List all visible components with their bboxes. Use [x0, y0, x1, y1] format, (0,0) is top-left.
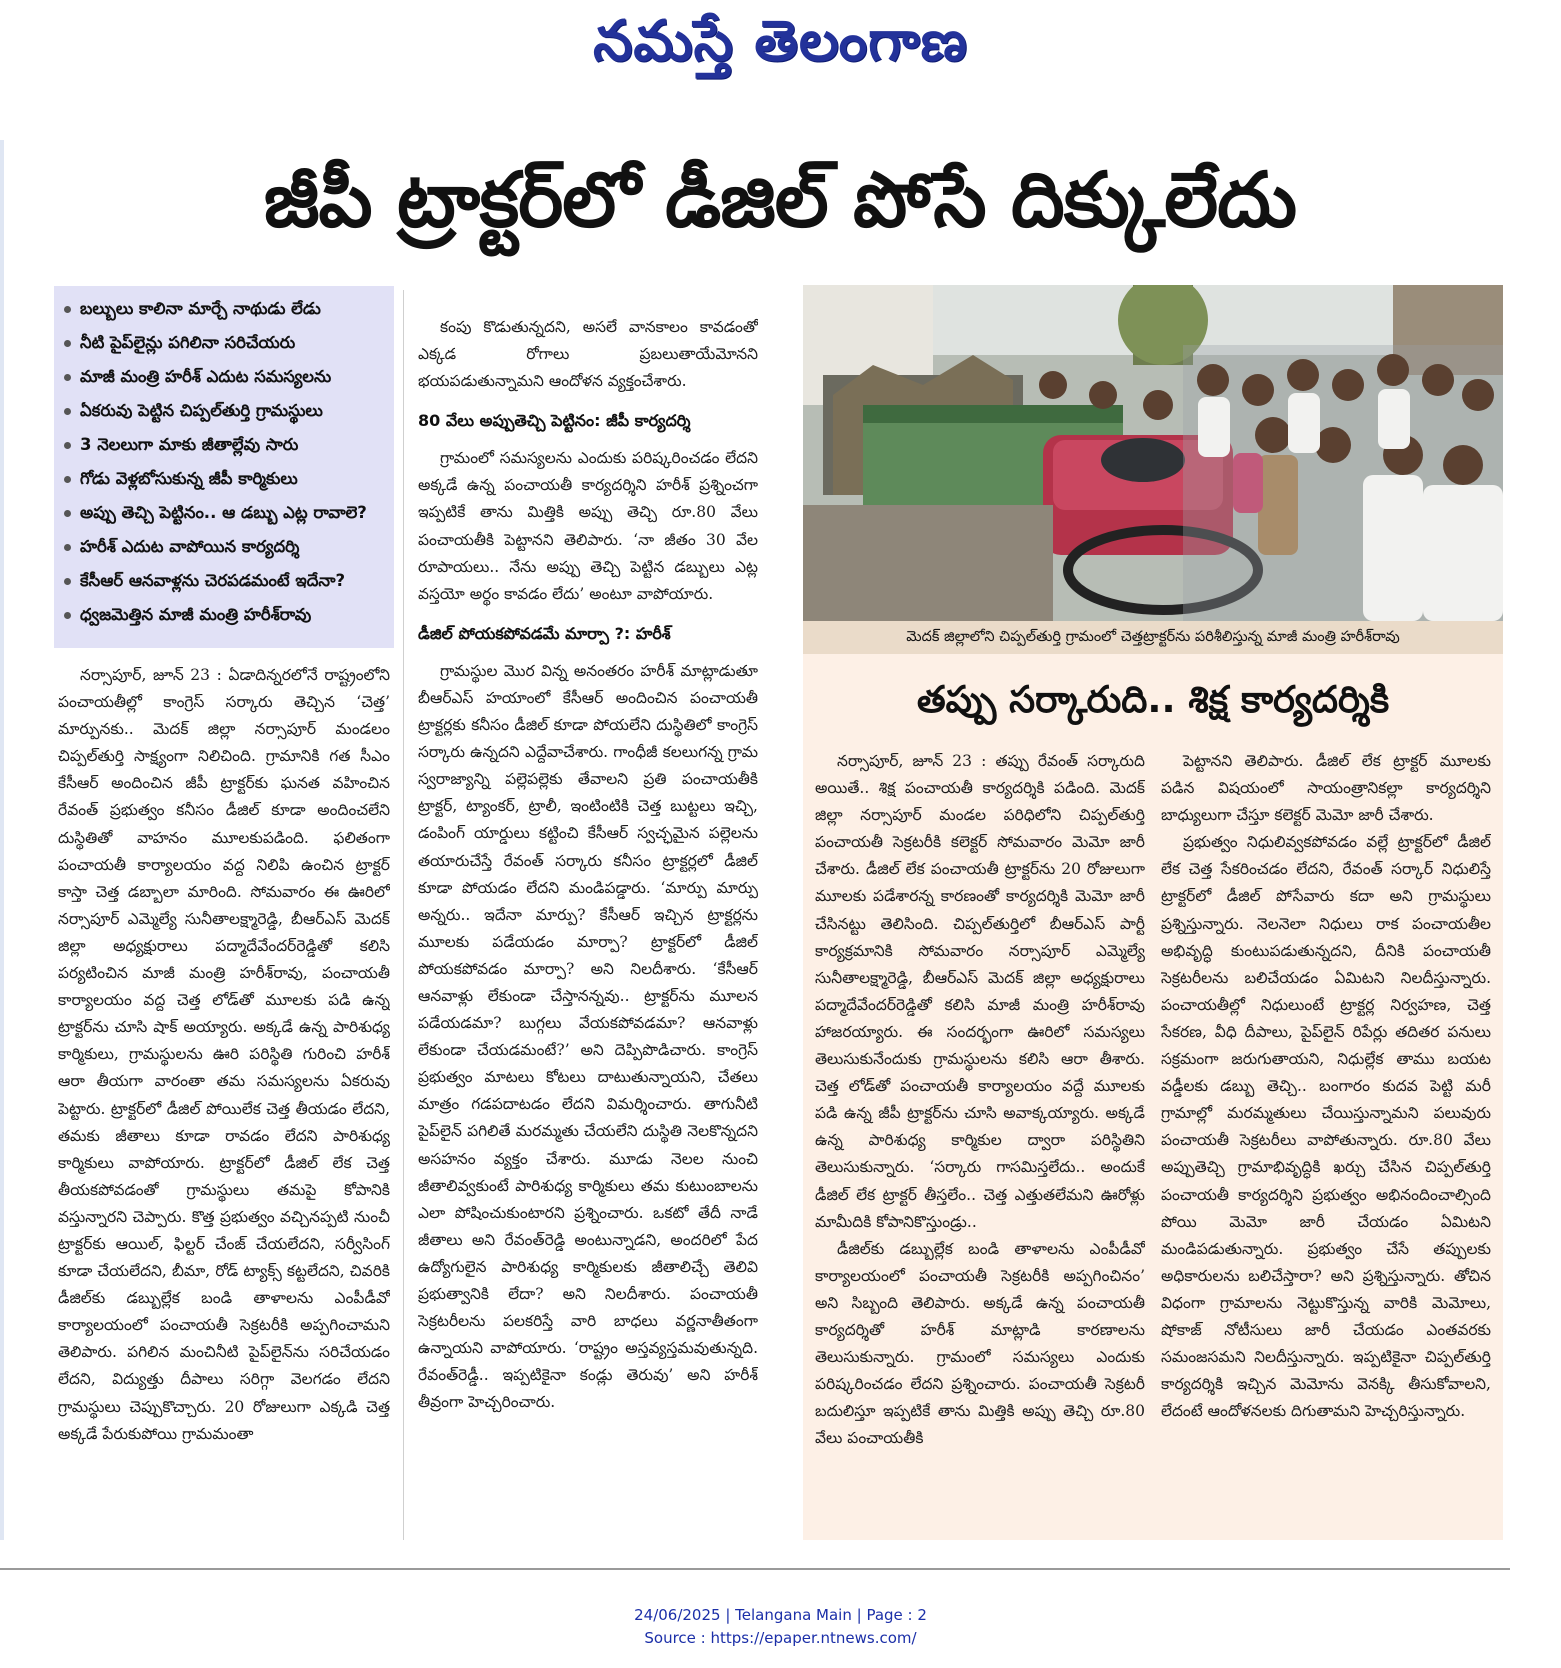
subheading: డీజిల్ పోయకపోవడమే మార్పా ?: హరీశ్	[418, 623, 671, 643]
bottom-rule	[0, 1568, 1510, 1570]
photo-caption: మెదక్ జిల్లాలోని చిప్పల్‌తుర్తి గ్రామంలో చెత్తట్రాక్టర్‌ను పరిశీలిస్తున్న మాజీ మంత్రి హరీశ్‌రావు	[803, 621, 1503, 654]
highlight-item: హరీశ్ ఎదుట వాపోయిన కార్యదర్శి	[62, 530, 388, 564]
article-paragraph: గ్రామంలో సమస్యలను ఎందుకు పరిష్కరించడం లేదని అక్కడే ఉన్న పంచాయతీ కార్యదర్శిని హరీశ్ ప్రశ్నించగా ఇప్పటికే తాను మిత్తికి అప్పు తెచ్చి రూ.80 వేలు పంచాయతీకి పెట్టానని తెలిపారు. ‘నా జీతం 30 వేల రూపాయలు.. నేను అప్పు తెచ్చి పెట్టిన డబ్బులు ఎట్ల వస్తయో అర్థం కావడం లేదు’ అంటూ వాపోయారు.	[418, 449, 758, 603]
page-edge-rule	[0, 140, 4, 1540]
news-photo	[803, 285, 1503, 621]
main-headline: జీపీ ట్రాక్టర్‌లో డీజిల్ పోసే దిక్కులేదు	[263, 155, 1297, 244]
article-paragraph: నర్సాపూర్, జూన్ 23 : తప్పు రేవంత్ సర్కారుది అయితే.. శిక్ష పంచాయతీ కార్యదర్శికి పడింది. మెదక్ జిల్లా నర్సాపూర్ మండల పరిధిలోని చిప్పల్‌తుర్తి పంచాయతీ సెక్రటరీకి కలెక్టర్ సోమవారం మెమో జారీ చేశారు. డీజిల్ లేక పంచాయతీ ట్రాక్టర్‌ను 20 రోజులుగా మూలకు పడేశారన్న కారణంతో కార్యదర్శికి మెమో జారీ చేసినట్టు తెలిసింది. చిప్పల్‌తుర్తిలో బీఆర్‌ఎస్ పార్టీ కార్యక్రమానికి సోమవారం నర్సాపూర్ ఎమ్మెల్యే సునీతాలక్ష్మారెడ్డి, బీఆర్‌ఎస్ మెదక్ జిల్లా అధ్యక్షురాలు పద్మాదేవేందర్‌రెడ్డితో కలిసి మాజీ మంత్రి హరీశ్‌రావు హాజరయ్యారు. ఈ సందర్భంగా ఊరిలో సమస్యలు తెలుసుకునేందుకు గ్రామస్థులను కలిసి ఆరా తీశారు. చెత్త లోడ్‌తో పంచాయతీ కార్యాలయం వద్దే మూలకు పడి ఉన్న జీపీ ట్రాక్టర్‌ను చూసి అవాక్కయ్యారు. అక్కడే ఉన్న పారిశుధ్య కార్మికుల ద్వారా పరిస్థితిని తెలుసుకున్నారు. ‘సర్కారు గాసమిస్తలేదు.. అందుకే డీజిల్ లేక ట్రాక్టర్ తీస్తలేం.. చెత్త ఎత్తుతలేమని ఊరోళ్లు మామీదికి కోపానికొస్తుండ్రు..	[815, 752, 1145, 1231]
sidebar-column-2	[1161, 748, 1491, 1528]
article-paragraph: డీజిల్‌కు డబ్బుల్లేక బండి తాళాలను ఎంపీడీవో కార్యాలయంలో పంచాయతీ సెక్రటరీకి అప్పగించినం’ అని సిబ్బంది తెలిపారు. అక్కడే ఉన్న పంచాయతీ కార్యదర్శితో హరీశ్ మాట్లాడి కారణాలను తెలుసుకున్నారు. గ్రామంలో సమస్యలు ఎందుకు పరిష్కరించడం లేదని ప్రశ్నించారు. పంచాయతీ సెక్రటరీ బదులిస్తూ ఇప్పటికే తాను మిత్తికి అప్పు తెచ్చి రూ.80 వేలు పంచాయతీకి	[815, 1239, 1145, 1448]
sidebar-headline: తప్పు సర్కారుది.. శిక్ష కార్యదర్శికి	[916, 678, 1390, 721]
highlight-item: కేసీఆర్ ఆనవాళ్లను చెరపడమంటే ఇదేనా?	[62, 564, 388, 598]
highlight-item: బల్బులు కాలినా మార్చే నాథుడు లేడు	[62, 292, 388, 326]
highlight-item: గోడు వెళ్లబోసుకున్న జీపీ కార్మికులు	[62, 462, 388, 496]
article-column-2	[418, 314, 758, 1546]
article-paragraph: ప్రభుత్వం నిధులివ్వకపోవడం వల్లే ట్రాక్టర్‌లో డీజిల్ లేక చెత్త సేకరించడం లేదని, రేవంత్ సర్కార్ నిధులిస్తే ట్రాక్టర్‌లో డీజిల్ పోసేవారు కదా అని గ్రామస్థులు ప్రశ్నిస్తున్నారు. నెలనెలా నిధులు రాక పంచాయతీల అభివృద్ధి కుంటుపడుతున్నదని, దీనికి పంచాయతీ సెక్రటరీలను బలిచేయడం ఏమిటని నిలదీస్తున్నారు. పంచాయతీల్లో నిధులుంటే ట్రాక్టర్ల నిర్వహణ, చెత్త సేకరణ, వీధి దీపాలు, పైప్‌లైన్ రిపేర్లు తదితర పనులు సక్రమంగా జరుగుతాయని, నిధుల్లేక తాము బయట వడ్డీలకు డబ్బు తెచ్చి.. బంగారం కుదవ పెట్టి మరీ గ్రామాల్లో మరమ్మతులు చేయిస్తున్నామని పలువురు పంచాయతీ సెక్రటరీలు వాపోతున్నారు. రూ.80 వేలు అప్పుతెచ్చి గ్రామాభివృద్ధికి ఖర్చు చేసిన చిప్పల్‌తుర్తి పంచాయతీ కార్యదర్శిని ప్రభుత్వం అభినందించాల్సింది పోయి మెమో జారీ చేయడం ఏమిటని మండిపడుతున్నారు. ప్రభుత్వం చేసే తప్పులకు అధికారులను బలిచేస్తారా? అని ప్రశ్నిస్తున్నారు. తోచిన విధంగా గ్రామాలను నెట్టుకొస్తున్న వారికి మెమోలు, షోకాజ్ నోటీసులు జారీ చేయడం ఎంతవరకు సమంజసమని నిలదీస్తున్నారు. ఇప్పటికైనా చిప్పల్‌తుర్తి కార్యదర్శికి ఇచ్చిన మెమోను వెనక్కి తీసుకోవాలని, లేదంటే ఆందోళనలకు దిగుతామని హెచ్చరిస్తున్నారు.	[1161, 833, 1491, 1421]
article-column-1	[58, 662, 390, 1542]
sidebar-story	[803, 654, 1503, 1540]
article-paragraph: నర్సాపూర్, జూన్ 23 : ఏడాదిన్నరలోనే రాష్ట్రంలోని పంచాయతీల్లో కాంగ్రెస్ సర్కారు తెచ్చిన ‘చెత్త’ మార్పునకు.. మెదక్ జిల్లా నర్సాపూర్ మండలం చిప్పల్‌తుర్తి సాక్ష్యంగా నిలిచింది. గ్రామానికి గత సీఎం కేసీఆర్ అందించిన జీపీ ట్రాక్టర్‌కు ఘనత వహించిన రేవంత్ ప్రభుత్వం కనీసం డీజిల్ కూడా అందించలేని దుస్థితితో వాహనం మూలకుపడింది. ఫలితంగా పంచాయతీ కార్యాలయం వద్ద నిలిపి ఉంచిన ట్రాక్టర్ కాస్తా చెత్త డబ్బాలా మారింది. సోమవారం ఈ ఊరిలో నర్సాపూర్ ఎమ్మెల్యే సునీతాలక్ష్మారెడ్డి, బీఆర్‌ఎస్ మెదక్ జిల్లా అధ్యక్షురాలు పద్మాదేవేందర్‌రెడ్డితో కలిసి పర్యటించిన మాజీ మంత్రి హరీశ్‌రావు, పంచాయతీ కార్యాలయం వద్ద చెత్త లోడ్‌తో మూలకు పడి ఉన్న ట్రాక్టర్‌ను చూసి షాక్ అయ్యారు. అక్కడే ఉన్న పారిశుధ్య కార్మికులు, గ్రామస్థులను ఊరి పరిస్థితి గురించి హరీశ్ ఆరా తీయగా వారంతా తమ సమస్యలను ఏకరువు పెట్టారు. ట్రాక్టర్‌లో డీజిల్ పోయిలేక చెత్త తీయడం లేదని, తమకు జీతాలు కూడా రావడం లేదని పారిశుధ్య కార్మికులు వాపోయారు. ట్రాక్టర్‌లో డీజిల్ లేక చెత్త తీయకపోవడంతో గ్రామస్థులు తమపై కోపానికి వస్తున్నారని చెప్పారు. కొత్త ప్రభుత్వం వచ్చినప్పటి నుంచీ ట్రాక్టర్‌కు ఆయిల్, ఫిల్టర్ చేంజ్ చేయలేదని, సర్వీసింగ్ కూడా చేయలేదని, బీమా, రోడ్ ట్యాక్స్ కట్టలేదని, చివరికి డీజిల్‌కు డబ్బుల్లేక బండి తాళాలను ఎంపీడీవో కార్యాలయంలో పంచాయతీ సెక్రటరీకి అప్పగించామని తెలిపారు. పగిలిన మంచినీటి పైప్‌లైన్‌ను సరిచేయడం లేదని, విద్యుత్తు దీపాలు సరిగ్గా వెలగడం లేదని గ్రామస్థులు చెప్పుకొచ్చారు. 20 రోజులుగా ఎక్కడి చెత్త అక్కడే పేరుకుపోయి గ్రామమంతా	[58, 666, 390, 1443]
article-paragraph: పెట్టానని తెలిపారు. డీజిల్ లేక ట్రాక్టర్ మూలకు పడిన విషయంలో సాయంత్రానికల్లా కార్యదర్శిని బాధ్యులుగా చేస్తూ కలెక్టర్ మెమో జారీ చేశారు.	[1161, 752, 1491, 825]
source-link[interactable]: Source : https://epaper.ntnews.com/	[644, 1629, 917, 1647]
column-divider	[403, 290, 404, 1540]
page-footer	[0, 1604, 1561, 1650]
masthead	[0, 8, 1561, 88]
edition-info: 24/06/2025 | Telangana Main | Page : 2	[634, 1606, 927, 1624]
highlight-item: అప్పు తెచ్చి పెట్టినం.. ఆ డబ్బు ఎట్ల రావాలె?	[62, 496, 388, 530]
subheading: 80 వేలు అప్పుతెచ్చి పెట్టినం: జీపీ కార్యదర్శి	[418, 411, 691, 431]
tractor-crowd-photo	[803, 285, 1503, 621]
article-paragraph: కంపు కొడుతున్నదని, అసలే వానకాలం కావడంతో ఎక్కడ రోగాలు ప్రబలుతాయేమోనని భయపడుతున్నామని ఆందోళన వ్యక్తంచేశారు.	[418, 318, 758, 391]
sidebar-column-1	[815, 748, 1145, 1528]
highlight-item: ఏకరువు పెట్టిన చిప్పల్‌తుర్తి గ్రామస్థులు	[62, 394, 388, 428]
newspaper-logo: నమస్తే తెలంగాణ	[593, 8, 968, 74]
highlight-item: 3 నెలలుగా మాకు జీతాల్లేవు సారు	[62, 428, 388, 462]
highlight-item: ధ్వజమెత్తిన మాజీ మంత్రి హరీశ్‌రావు	[62, 598, 388, 632]
article-paragraph: గ్రామస్థుల మొర విన్న అనంతరం హరీశ్ మాట్లాడుతూ బీఆర్‌ఎస్ హయాంలో కేసీఆర్ అందించిన పంచాయతీ ట్రాక్టర్లకు కనీసం డీజిల్ కూడా పోయలేని దుస్థితిలో కాంగ్రెస్ సర్కారు ఉన్నదని ఎద్దేవాచేశారు. గాంధీజీ కలలుగన్న గ్రామ స్వరాజ్యాన్ని పల్లెపల్లెకు తేవాలని ప్రతి పంచాయతీకి ట్రాక్టర్, ట్యాంకర్, ట్రాలీ, ఇంటింటికి చెత్త బుట్టలు ఇచ్చి, డంపింగ్ యార్డులు కట్టించి కేసీఆర్ స్వచ్ఛమైన పల్లెలను తయారుచేస్తే రేవంత్ సర్కారు కనీసం ట్రాక్టర్లలో డీజిల్ కూడా పోయడం లేదని మండిపడ్డారు. ‘మార్పు మార్పు అన్నరు.. ఇదేనా మార్పు? కేసీఆర్ ఇచ్చిన ట్రాక్టర్లను మూలకు పడేయడం మార్పా? ట్రాక్టర్‌లో డీజిల్ పోయకపోవడం మార్పా? అని నిలదీశారు. ‘కేసీఆర్ ఆనవాళ్లు లేకుండా చేస్తానన్నవు.. ట్రాక్టర్‌ను మూలన పడేయడమా? బుగ్గలు వేయకపోవడమా? ఆనవాళ్లు లేకుండా చేయడమంటే?’ అని దెప్పిపొడిచారు. కాంగ్రెస్ ప్రభుత్వం మాటలు కోటలు దాటుతున్నాయని, చేతలు మాత్రం గడపదాటడం లేదని విమర్శించారు. తాగునీటి పైప్‌లైన్ పగిలితే మరమ్మతు చేయలేని దుస్థితి నెలకొన్నదని అసహనం వ్యక్తం చేశారు. మూడు నెలల నుంచి జీతాలివ్వకుంటే పారిశుధ్య కార్మికులు తమ కుటుంబాలను ఎలా పోషించుకుంటారని ప్రశ్నించారు. ఒకటో తేదీ నాడే జీతాలు అని రేవంత్‌రెడ్డి అంటున్నాడని, అందరిలో పేద ఉద్యోగులైన పారిశుధ్య కార్మికులకు జీతాలిచ్చే తెలివి ప్రభుత్వానికి లేదా? అని నిలదీశారు. పంచాయతీ సెక్రటరీలను పలకరిస్తే వారి బాధలు వర్ణనాతీతంగా ఉన్నాయని వాపోయారు. ‘రాష్ట్రం అస్తవ్యస్తమవుతున్నది. రేవంత్‌రెడ్డీ.. ఇప్పటికైనా కండ్లు తెరువు’ అని హరీశ్ తీవ్రంగా హెచ్చరించారు.	[418, 661, 758, 1412]
highlights-box	[54, 286, 394, 648]
highlight-item: నీటి పైప్‌లైన్లు పగిలినా సరిచేయరు	[62, 326, 388, 360]
highlight-item: మాజీ మంత్రి హరీశ్ ఎదుట సమస్యలను	[62, 360, 388, 394]
